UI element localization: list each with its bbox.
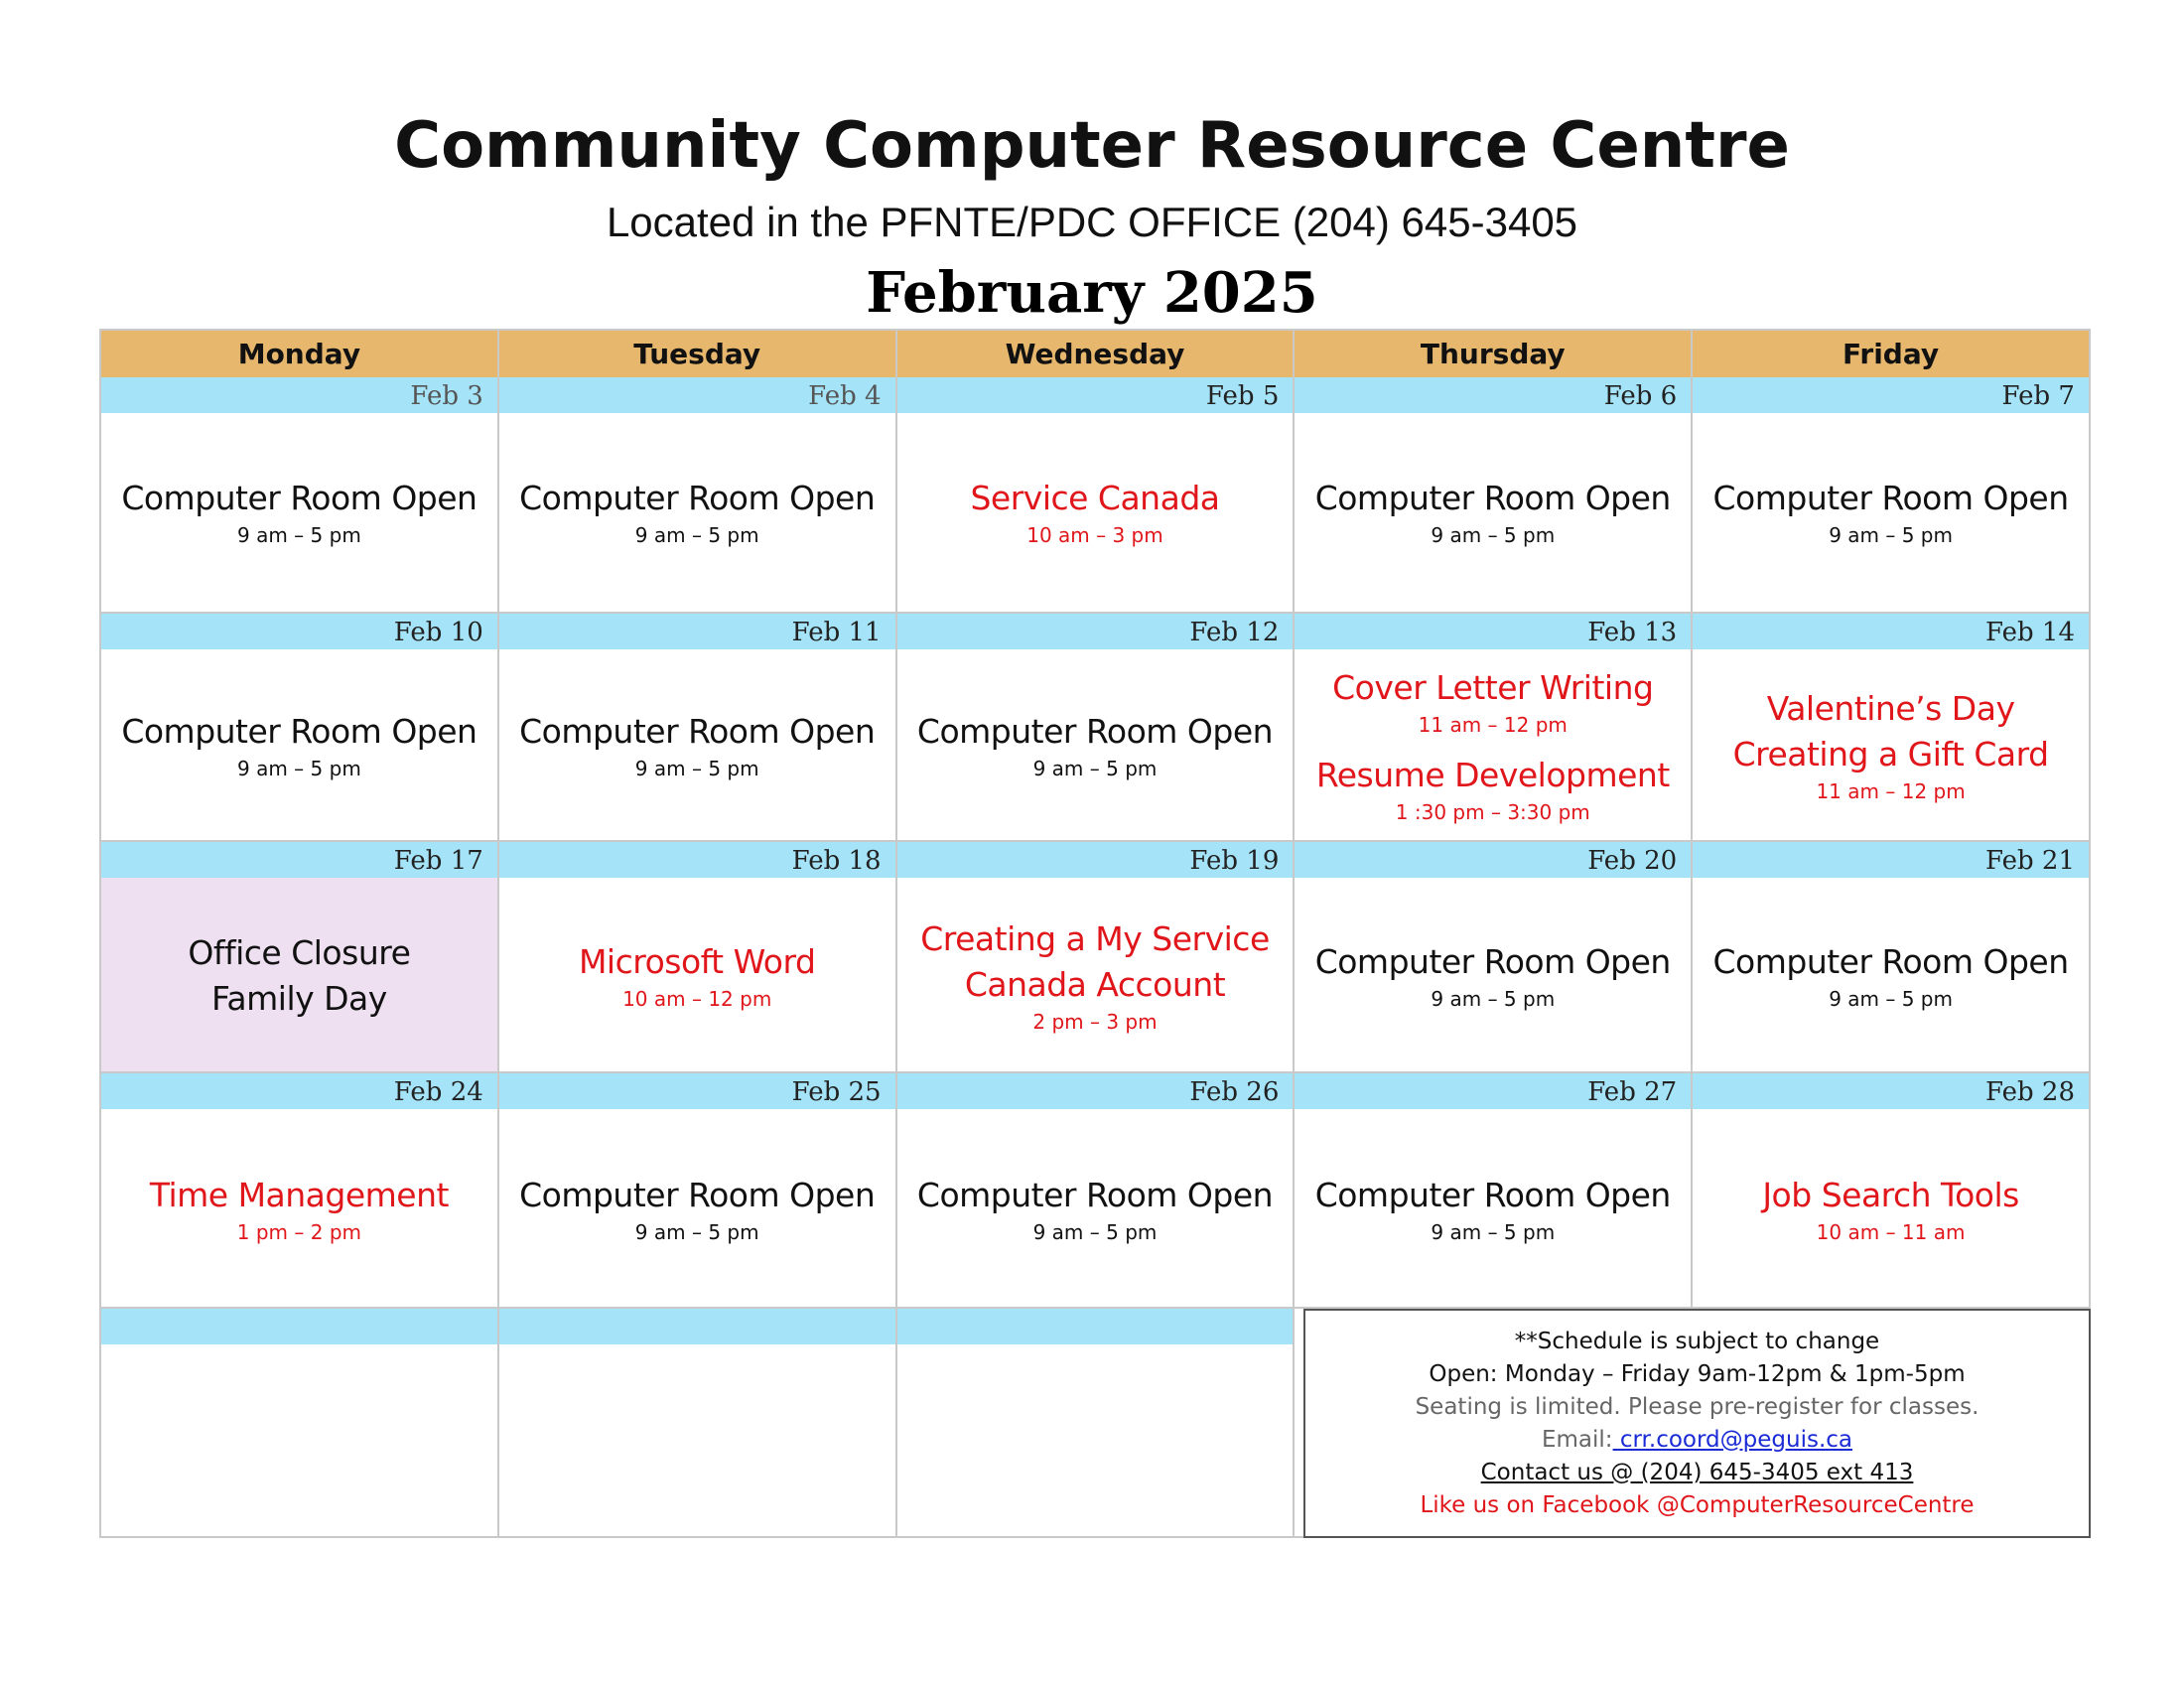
event-title-line2: Creating a Gift Card <box>1732 735 2049 774</box>
day-events <box>1295 1109 1691 1309</box>
day-date-label: Feb 3 <box>101 377 497 413</box>
day-date-label: Feb 24 <box>101 1073 497 1109</box>
day-cell <box>101 842 499 1073</box>
day-date-label: Feb 21 <box>1693 842 2089 878</box>
day-events <box>499 1109 895 1309</box>
event-title: Computer Room Open <box>519 1175 876 1214</box>
day-events <box>499 649 895 842</box>
event-time: 9 am – 5 pm <box>1032 1219 1158 1244</box>
event-time: 9 am – 5 pm <box>1032 757 1158 780</box>
day-cell <box>101 614 499 842</box>
event-title: Job Search Tools <box>1762 1175 2019 1214</box>
day-cell <box>897 614 1296 842</box>
day-date-label: Feb 27 <box>1295 1073 1691 1109</box>
day-cell <box>1295 842 1693 1073</box>
event-title: Computer Room Open <box>1314 479 1671 517</box>
day-events <box>897 413 1294 612</box>
info-schedule-note: **Schedule is subject to change <box>1514 1328 1880 1354</box>
day-events <box>1295 649 1691 842</box>
event-time: 9 am – 5 pm <box>237 757 361 780</box>
day-date-label: Feb 17 <box>101 842 497 878</box>
day-events <box>1693 878 2089 1073</box>
day-cell <box>499 842 897 1073</box>
weekday-tuesday: Tuesday <box>499 331 897 377</box>
day-events <box>499 878 895 1073</box>
day-cell <box>1693 614 2089 842</box>
day-cell <box>101 377 499 612</box>
event-time: 10 am – 11 am <box>1816 1219 1966 1244</box>
day-cell <box>897 1073 1296 1309</box>
event-title: Computer Room Open <box>121 479 478 517</box>
day-cell <box>499 377 897 612</box>
calendar-week <box>101 377 2089 612</box>
info-email-link[interactable]: crr.coord@peguis.ca <box>1612 1426 1853 1453</box>
day-events <box>1295 413 1691 612</box>
event-title: Computer Room Open <box>121 712 478 751</box>
day-events <box>101 413 497 612</box>
event-time: 9 am – 5 pm <box>1829 523 1953 547</box>
event-title: Service Canada <box>970 479 1220 517</box>
day-events <box>1693 1109 2089 1309</box>
day-cell <box>101 1073 499 1309</box>
event-title: Computer Room Open <box>519 479 876 517</box>
event-time: 9 am – 5 pm <box>1431 523 1556 547</box>
day-events <box>1693 649 2089 842</box>
calendar-grid <box>99 329 2091 1538</box>
day-date-label: Feb 10 <box>101 614 497 649</box>
event-title: Computer Room Open <box>916 1175 1274 1214</box>
day-cell <box>1295 614 1693 842</box>
event-time: 1 :30 pm – 3:30 pm <box>1395 800 1590 824</box>
info-email-label: Email: <box>1541 1426 1613 1453</box>
calendar-week <box>101 840 2089 1073</box>
day-cell <box>1295 1073 1693 1309</box>
event-time: 11 am – 12 pm <box>1816 779 1966 803</box>
event-time: 9 am – 5 pm <box>634 523 759 547</box>
day-date-label: Feb 14 <box>1693 614 2089 649</box>
event-title: Office Closure <box>188 932 411 972</box>
event-time: 9 am – 5 pm <box>1431 986 1556 1011</box>
weekday-header-row <box>101 331 2089 377</box>
day-events <box>1693 413 2089 612</box>
calendar-week-empty <box>101 1307 2089 1538</box>
day-events <box>101 878 497 1073</box>
day-events <box>897 1109 1294 1309</box>
day-cell <box>897 842 1296 1073</box>
event-title-line2: Canada Account <box>964 964 1226 1004</box>
day-cell <box>1693 842 2089 1073</box>
event-title: Valentine’s Day <box>1766 689 2015 728</box>
event-title: Creating a My Service <box>920 918 1270 958</box>
day-date-label: Feb 25 <box>499 1073 895 1109</box>
day-date-label: Feb 20 <box>1295 842 1691 878</box>
event-time: 11 am – 12 pm <box>1418 713 1568 737</box>
day-events <box>101 649 497 842</box>
event-title: Microsoft Word <box>578 941 816 981</box>
schedule-info-box <box>1303 1309 2091 1538</box>
event-title: Cover Letter Writing <box>1332 668 1654 707</box>
location-subtitle: Located in the PFNTE/PDC OFFICE (204) 645-3405 <box>606 199 1578 245</box>
day-events <box>1295 878 1691 1073</box>
event-title: Computer Room Open <box>916 712 1274 751</box>
day-cell <box>1693 1073 2089 1309</box>
event-time: 2 pm – 3 pm <box>1032 1009 1158 1034</box>
weekday-friday: Friday <box>1843 338 1940 370</box>
month-heading: February 2025 <box>866 260 1318 326</box>
day-date-label: Feb 4 <box>499 377 895 413</box>
weekday-wednesday: Wednesday <box>897 331 1296 377</box>
event-title: Computer Room Open <box>1712 479 2069 517</box>
event-time: 9 am – 5 pm <box>634 757 759 780</box>
event-title: Computer Room Open <box>1712 941 2069 981</box>
info-email-line <box>1542 1424 1852 1457</box>
day-events <box>897 878 1294 1073</box>
info-open-hours: Open: Monday – Friday 9am-12pm & 1pm-5pm <box>1429 1360 1966 1387</box>
day-date-label: Feb 11 <box>499 614 895 649</box>
event-title: Time Management <box>149 1175 449 1214</box>
day-events <box>499 413 895 612</box>
weekday-thursday: Thursday <box>1295 331 1693 377</box>
day-date-label: Feb 5 <box>897 377 1294 413</box>
event-time: 9 am – 5 pm <box>1829 986 1953 1011</box>
day-date-label: Feb 12 <box>897 614 1294 649</box>
event-title: Computer Room Open <box>519 712 876 751</box>
day-cell <box>1295 377 1693 612</box>
day-date-label: Feb 26 <box>897 1073 1294 1109</box>
info-facebook-line: Like us on Facebook @ComputerResourceCentre <box>1420 1491 1975 1518</box>
weekday-monday: Monday <box>101 331 499 377</box>
info-seating-note: Seating is limited. Please pre-register for classes. <box>1415 1393 1979 1420</box>
day-date-label: Feb 19 <box>897 842 1294 878</box>
day-date-label: Feb 7 <box>1693 377 2089 413</box>
calendar-week <box>101 1071 2089 1309</box>
page-title: Community Computer Resource Centre <box>394 109 1790 183</box>
calendar-week <box>101 612 2089 842</box>
day-date-label: Feb 13 <box>1295 614 1691 649</box>
day-cell <box>897 377 1296 612</box>
day-cell-empty <box>897 1309 1296 1538</box>
day-date-label: Feb 6 <box>1295 377 1691 413</box>
day-cell-empty <box>499 1309 897 1538</box>
event-time: 9 am – 5 pm <box>1431 1219 1556 1244</box>
event-time: 9 am – 5 pm <box>634 1219 759 1244</box>
event-title-line2: Family Day <box>210 978 387 1018</box>
day-cell <box>499 1073 897 1309</box>
day-cell <box>1693 377 2089 612</box>
day-cell <box>499 614 897 842</box>
day-events <box>897 649 1294 842</box>
day-events <box>101 1109 497 1309</box>
day-cell-empty <box>101 1309 499 1538</box>
day-date-label: Feb 28 <box>1693 1073 2089 1109</box>
event-title: Computer Room Open <box>1314 941 1671 981</box>
event-time: 10 am – 3 pm <box>1026 523 1163 547</box>
event-time: 1 pm – 2 pm <box>236 1219 362 1244</box>
event-title: Computer Room Open <box>1314 1175 1671 1214</box>
info-contact-line: Contact us @ (204) 645-3405 ext 413 <box>1480 1459 1914 1485</box>
event-time: 9 am – 5 pm <box>237 523 361 547</box>
event-time: 10 am – 12 pm <box>622 986 772 1011</box>
day-date-label: Feb 18 <box>499 842 895 878</box>
event-title: Resume Development <box>1315 756 1670 794</box>
